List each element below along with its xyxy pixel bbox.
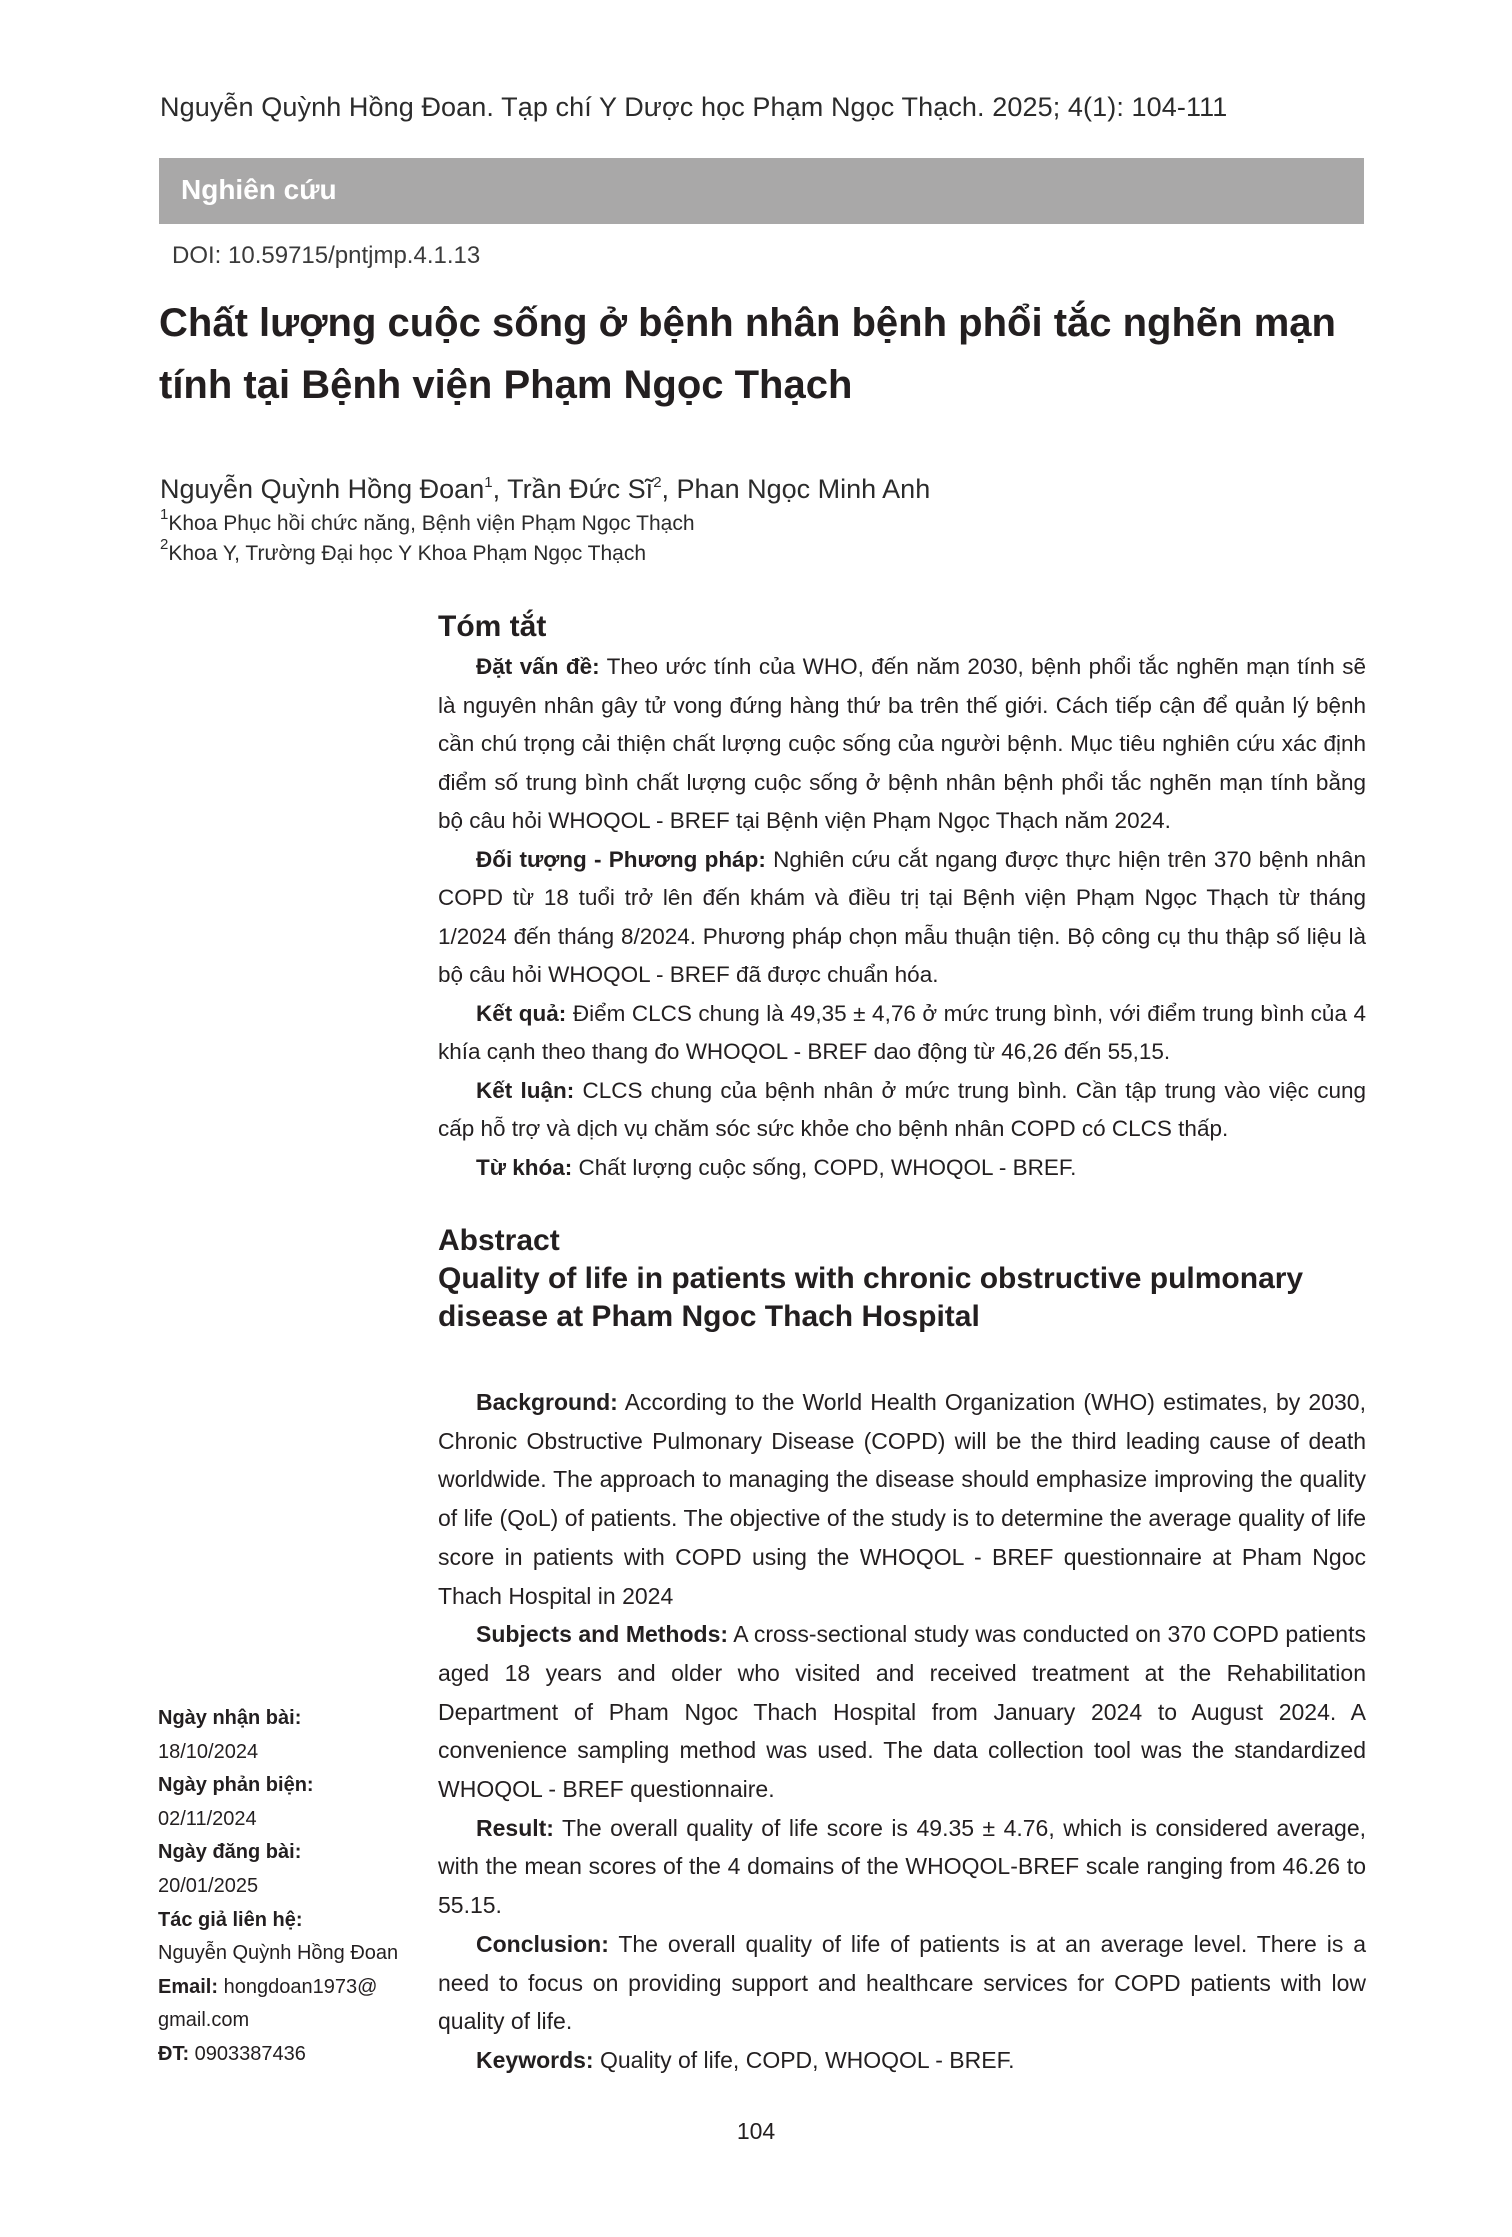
review-label: Ngày phản biện:: [158, 1774, 314, 1797]
en-abstract-paragraph-label: Subjects and Methods:: [476, 1621, 729, 1648]
author-list: [160, 474, 930, 505]
en-abstract-paragraph: [438, 1925, 1366, 2041]
vi-abstract-paragraph-text: CLCS chung của bệnh nhân ở mức trung bình. Cần tập trung vào việc cung cấp hỗ trợ và dịch vụ chăm sóc sức khỏe cho bệnh nhân COPD có CLCS thấp.: [438, 1077, 1366, 1141]
en-abstract-paragraph-label: Background:: [476, 1389, 618, 1415]
vi-abstract-paragraph-text: Nghiên cứu cắt ngang được thực hiện trên 370 bệnh nhân COPD từ 18 tuổi trở lên đến khám và điều trị tại Bệnh viện Phạm Ngọc Thạch từ tháng 1/2024 đến tháng 8/2024. Phương pháp chọn mẫu thuận tiện. Bộ công cụ thu thập số liệu là bộ câu hỏi WHOQOL - BREF đã được chuẩn hóa.: [438, 846, 1366, 987]
vi-abstract-paragraph-label: Từ khóa:: [476, 1154, 573, 1180]
author-affiliation-mark: 1: [484, 474, 493, 491]
article-info-sidebar: [158, 1702, 428, 2072]
vi-abstract-paragraph-label: Đặt vấn đề:: [476, 654, 600, 679]
en-abstract-paragraph-text: A cross-sectional study was conducted on 370 COPD patients aged 18 years and older who visited and received treatment at the Rehabilitation Department of Pham Ngoc Thach Hospital from January 2024 to August 2024. A convenience sampling method was used. The data collection tool was the standardized WHOQOL - BREF questionnaire.: [438, 1621, 1366, 1803]
vi-abstract-paragraph-text: Điểm CLCS chung là 49,35 ± 4,76 ở mức trung bình, với điểm trung bình của 4 khía cạnh theo thang đo WHOQOL - BREF dao động từ 46,26 đến 55,15.: [438, 1000, 1367, 1064]
en-abstract-paragraph-label: Keywords:: [476, 2046, 594, 2073]
en-abstract-paragraph: [438, 1383, 1366, 1615]
vietnamese-abstract-body: [438, 648, 1366, 1187]
vietnamese-abstract-heading: Tóm tắt: [438, 610, 547, 643]
vi-abstract-paragraph-text: Theo ước tính của WHO, đến năm 2030, bệnh phổi tắc nghẽn mạn tính sẽ là nguyên nhân gây tử vong đứng hàng thứ ba trên thế giới. Cách tiếp cận để quản lý bệnh cần chú trọng cải thiện chất lượng cuộc sống của người bệnh. Mục tiêu nghiên cứu xác định điểm số trung bình chất lượng cuộc sống ở bệnh nhân bệnh phổi tắc nghẽn mạn tính bằng bộ câu hỏi WHOQOL - BREF tại Bệnh viện Phạm Ngọc Thạch năm 2024.: [438, 654, 1367, 833]
en-abstract-paragraph-text: The overall quality of life of patients is at an average level. There is a need to focus on providing support and healthcare services for COPD patients with low quality of life.: [438, 1930, 1366, 2035]
en-abstract-paragraph: [438, 2041, 1366, 2080]
vi-abstract-paragraph: [438, 841, 1366, 995]
author-separator: ,: [492, 474, 508, 504]
citation-line: Nguyễn Quỳnh Hồng Đoan. Tạp chí Y Dược học Phạm Ngọc Thạch. 2025; 4(1): 104-111: [160, 92, 1228, 122]
english-article-title: Quality of life in patients with chronic obstructive pulmonary disease at Pham Ngoc Thach Hospital: [438, 1262, 1304, 1333]
section-label: Nghiên cứu: [181, 174, 337, 205]
vi-abstract-paragraph-label: Kết luận:: [476, 1077, 575, 1103]
email-label: Email:: [158, 1975, 219, 1998]
phone-label: ĐT:: [158, 2042, 190, 2065]
doi-link[interactable]: DOI: 10.59715/pntjmp.4.1.13: [172, 242, 481, 269]
email-value-continued[interactable]: gmail.com: [158, 2009, 250, 2032]
affiliation-1: $^1$Khoa Phục hồi chức năng, Bệnh viện Phạm Ngọc Thạch: [160, 506, 695, 535]
author-separator: ,: [661, 474, 677, 504]
email-line: [158, 1971, 428, 2005]
section-bar: [159, 158, 1364, 224]
english-abstract-body: [438, 1383, 1366, 2080]
vi-abstract-paragraph: [438, 648, 1366, 841]
en-abstract-paragraph-label: Conclusion:: [476, 1930, 609, 1957]
review-date: 02/11/2024: [158, 1807, 257, 1830]
en-abstract-paragraph-text: Quality of life, COPD, WHOQOL - BREF.: [593, 2046, 1015, 2073]
vi-abstract-paragraph: [438, 995, 1366, 1072]
phone-value: 0903387436: [189, 2042, 306, 2065]
received-date: 18/10/2024: [158, 1740, 259, 1763]
contact-name: Nguyễn Quỳnh Hồng Đoan: [158, 1942, 399, 1965]
vi-abstract-paragraph-text: Chất lượng cuộc sống, COPD, WHOQOL - BREF.: [572, 1154, 1077, 1180]
vi-abstract-paragraph: [438, 1149, 1366, 1188]
english-abstract-heading: Abstract: [438, 1224, 560, 1257]
en-abstract-paragraph-text: According to the World Health Organization (WHO) estimates, by 2030, Chronic Obstructive Pulmonary Disease (COPD) will be the third leading cause of death worldwide. The approach to managing the disease should emphasize improving the quality of life (QoL) of patients. The objective of the study is to determine the average quality of life score in patients with COPD using the WHOQOL - BREF questionnaire at Pham Ngoc Thach Hospital in 2024: [438, 1389, 1366, 1609]
article-title: Chất lượng cuộc sống ở bệnh nhân bệnh phổi tắc nghẽn mạn tính tại Bệnh viện Phạm Ngọc Thạch: [159, 301, 1336, 407]
email-value[interactable]: hongdoan1973@: [218, 1975, 378, 1998]
vi-abstract-paragraph: [438, 1072, 1366, 1149]
page-number: 104: [736, 2118, 776, 2144]
en-abstract-paragraph-text: The overall quality of life score is 49.35 ± 4.76, which is considered average, with the mean scores of the 4 domains of the WHOQOL-BREF scale ranging from 46.26 to 55.15.: [438, 1814, 1366, 1919]
published-date: 20/01/2025: [158, 1874, 259, 1897]
contact-label: Tác giả liên hệ:: [158, 1908, 303, 1931]
en-abstract-paragraph: [438, 1809, 1366, 1925]
author-name: Nguyễn Quỳnh Hồng Đoan: [160, 474, 485, 504]
author-affiliation-mark: 2: [653, 474, 662, 491]
received-label: Ngày nhận bài:: [158, 1707, 302, 1729]
affiliation-2: $^2$Khoa Y, Trường Đại học Y Khoa Phạm Ngọc Thạch: [160, 536, 647, 565]
author-name: Phan Ngọc Minh Anh: [676, 474, 931, 504]
en-abstract-paragraph: [438, 1615, 1366, 1809]
vi-abstract-paragraph-label: Kết quả:: [476, 1000, 567, 1026]
published-label: Ngày đăng bài:: [158, 1841, 302, 1864]
en-abstract-paragraph-label: Result:: [476, 1814, 554, 1841]
author-name: Trần Đức Sĩ: [507, 474, 654, 504]
phone-line: [158, 2038, 428, 2072]
vi-abstract-paragraph-label: Đối tượng - Phương pháp:: [476, 846, 766, 872]
